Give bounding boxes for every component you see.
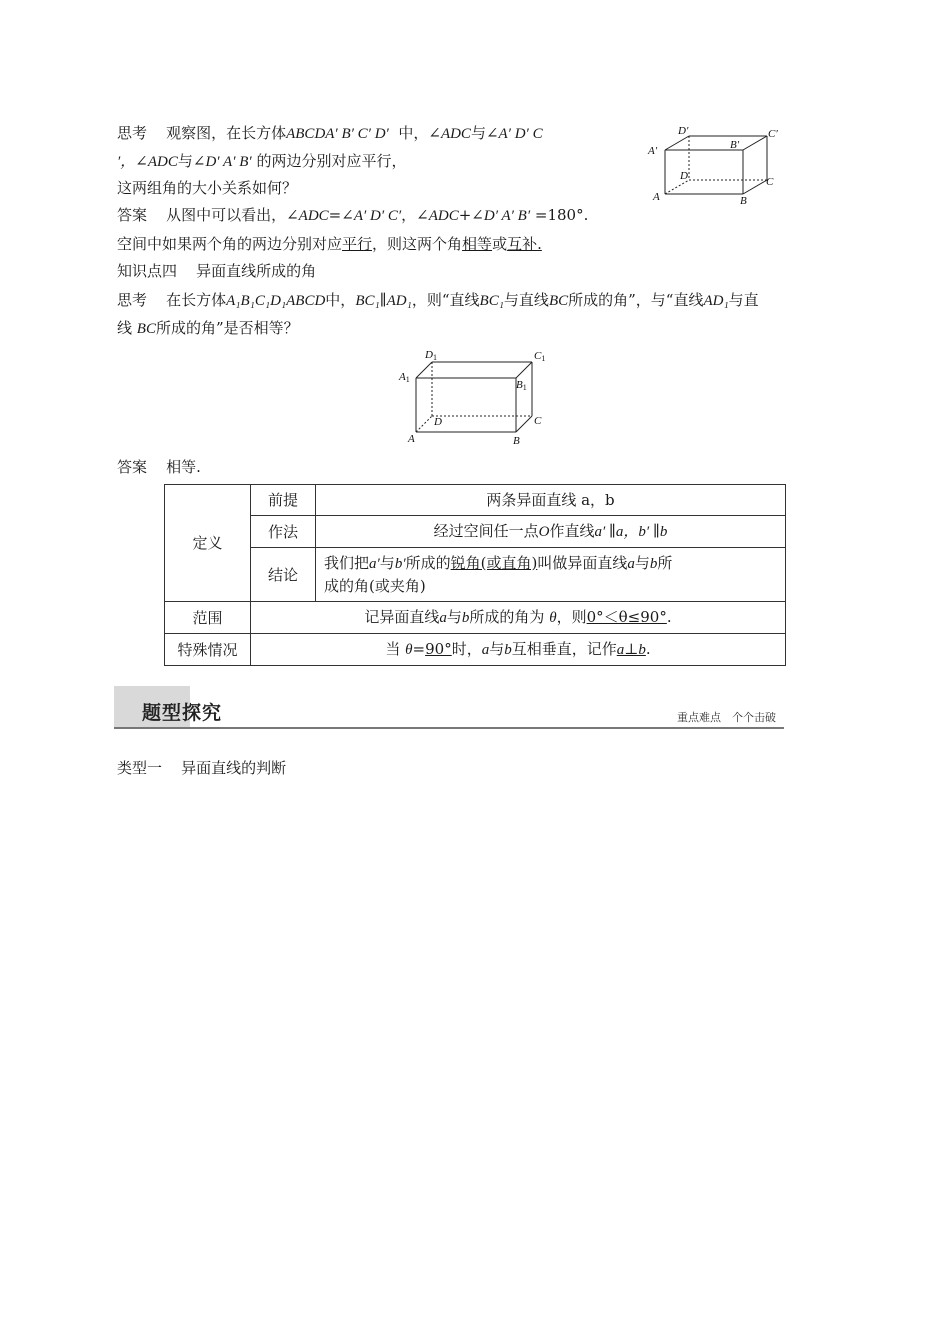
section-title: 题型探究 [142,702,223,724]
think1-line1: 思考 观察图，在长方体ABCDA′ B′ C′ D′ 中，∠ADC与∠A′ D′ C [117,124,543,142]
section-subtitle: 重点难点 个个击破 [677,711,776,724]
special-label: 特殊情况 [165,634,251,666]
conclusion-label: 结论 [251,548,316,602]
cuboid-figure-2 [396,346,556,448]
think2-line1: 思考 在长方体A₁B₁C₁D₁ABCD中，BC₁∥AD₁，则“直线BC₁与直线BC所成的角”，与“直线AD₁与直 [117,291,759,309]
fig2-label-c: C [534,415,542,427]
section-rule [114,727,784,729]
section-header [114,686,784,730]
fig1-label-c: C [766,176,774,188]
conclusion-cell: 我们把a′与b′所成的锐角(或直角)叫做异面直线a与b所 成的角(或夹角) [316,548,786,602]
method-label: 作法 [251,516,316,548]
fig2-label-b: B [513,435,520,447]
think-label: 思考 [117,124,148,142]
fig1-label-cp: C′ [768,128,778,140]
answer-label: 答案 [117,206,148,224]
fig2-label-a: A [408,433,415,445]
range-label: 范围 [165,602,251,634]
fig2-label-b1: B1 [516,379,527,392]
fig1-label-ap: A′ [648,145,658,157]
cuboid-figure-1 [645,122,785,207]
table-row [165,602,786,634]
table-row [165,485,786,516]
think1-line2: ′，∠ADC与∠D′ A′ B′ 的两边分别对应平行， [117,152,407,170]
fig2-label-d1: D1 [425,349,437,362]
fig1-label-d: D [680,170,688,182]
definition-cell: 定义 [165,485,251,602]
table-row [165,516,786,548]
method-cell: 经过空间任一点O作直线a′ ∥a，b′ ∥b [316,516,786,548]
table-row [165,548,786,602]
fig1-label-dp: D′ [678,125,689,137]
skew-lines-angle-table [164,484,786,666]
fig2-label-c1: C1 [534,350,546,363]
think2-line2: 线 BC所成的角”是否相等？ [117,319,299,337]
fig1-label-a: A [653,191,660,203]
fig1-label-b: B [740,195,747,207]
parallel-angle-rule: 空间中如果两个角的两边分别对应平行，则这两个角相等或互补. [117,235,542,253]
premise-label: 前提 [251,485,316,516]
answer2-line: 答案 相等. [117,458,201,476]
fig2-label-d: D [434,416,442,428]
knowledge-point-heading: 知识点四 异面直线所成的角 [117,262,317,280]
premise-cell: 两条异面直线 a，b [316,485,786,516]
answer1-line: 答案 从图中可以看出，∠ADC=∠A′ D′ C′，∠ADC+∠D′ A′ B′ =180°. [117,206,589,224]
range-cell: 记异面直线a与b所成的角为 θ，则0°＜θ≤90°. [251,602,786,634]
special-cell: 当 θ=90°时，a与b互相垂直，记作a⊥b. [251,634,786,666]
fig1-label-bp: B′ [730,139,740,151]
table-row [165,634,786,666]
think1-line3: 这两组角的大小关系如何？ [117,179,298,197]
fig2-label-a1: A1 [399,371,410,384]
type1-heading: 类型一 异面直线的判断 [117,759,287,777]
